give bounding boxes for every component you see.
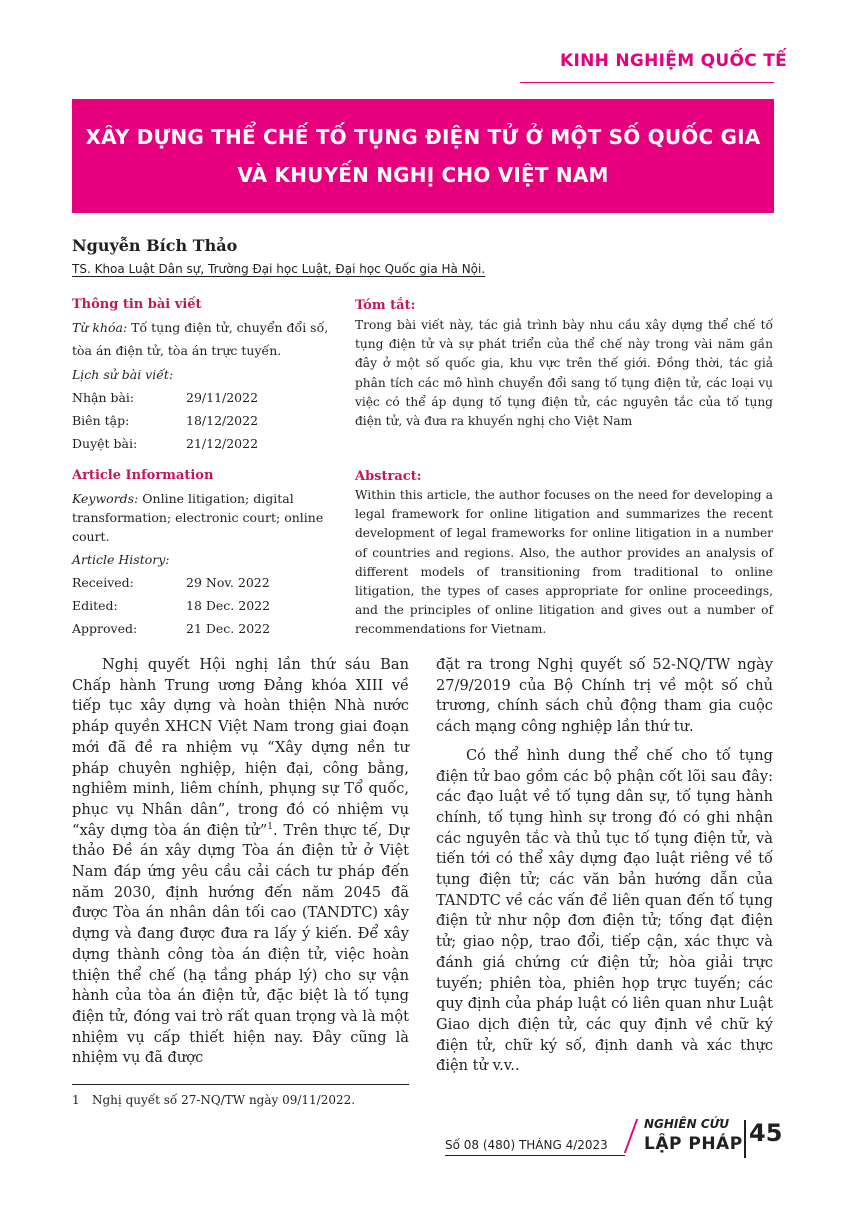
approved-date-en: 21 Dec. 2022 <box>186 621 271 636</box>
footnote-number: 1 <box>72 1093 80 1107</box>
logo-text-top: NGHIÊN CỨU <box>644 1117 730 1131</box>
edited-label-en: Edited: <box>72 598 118 613</box>
footnote-ref[interactable]: 1 <box>267 821 274 832</box>
logo-text-bottom: LẬP PHÁP <box>644 1134 743 1154</box>
keywords-en-text-1: Online litigation; digital <box>138 491 294 506</box>
approved-label-en: Approved: <box>72 621 138 636</box>
history-label-vi: Lịch sử bài viết: <box>72 367 174 382</box>
keywords-en-line-1 <box>72 491 294 506</box>
section-label: KINH NGHIỆM QUỐC TẾ <box>560 51 788 71</box>
keywords-label-en: Keywords: <box>72 491 139 506</box>
journal-logo <box>630 1117 743 1161</box>
author-name: Nguyễn Bích Thảo <box>72 236 238 255</box>
abstract-heading-vi: Tóm tắt: <box>355 298 416 313</box>
keywords-vi-line-1 <box>72 320 328 335</box>
received-label-en: Received: <box>72 575 134 590</box>
article-info-heading-en: Article Information <box>72 468 214 483</box>
approved-label-vi: Duyệt bài: <box>72 436 138 451</box>
abstract-heading-en: Abstract: <box>355 469 422 484</box>
footnote-text: Nghị quyết số 27-NQ/TW ngày 09/11/2022. <box>92 1093 356 1107</box>
edited-date-en: 18 Dec. 2022 <box>186 598 271 613</box>
body-column-left <box>72 655 409 1069</box>
article-title-line-2: VÀ KHUYẾN NGHỊ CHO VIỆT NAM <box>237 163 609 187</box>
article-title-line-1: XÂY DỰNG THỂ CHẾ TỐ TỤNG ĐIỆN TỬ Ở MỘT SỐ QUỐC GIA <box>85 125 761 149</box>
article-info-heading-vi: Thông tin bài viết <box>72 297 202 312</box>
approved-date-vi: 21/12/2022 <box>186 436 259 451</box>
abstract-text-en: Within this article, the author focuses on the need for developing a legal framework for online litigation and summarizes the recent development of legal frameworks for online litigation in a number of countries and regions. Also, the author provides an analysis of different models of transitioning from traditional to online litigation, the types of cases appropriate for online proceedings, and the principles of online litigation and gives out a number of recommendations for Vietnam. <box>355 488 773 637</box>
keywords-label-vi: Từ khóa: <box>72 320 128 335</box>
body-paragraph: đặt ra trong Nghị quyết số 52-NQ/TW ngày 27/9/2019 của Bộ Chính trị về một số chủ trương, chính sách chủ động tham gia cuộc cách mạng công nghiệp lần thứ tư. <box>436 656 773 736</box>
footnote-divider <box>72 1084 409 1085</box>
footnote <box>72 1093 355 1107</box>
received-label-vi: Nhận bài: <box>72 390 135 405</box>
body-column-right <box>436 655 773 1077</box>
edited-date-vi: 18/12/2022 <box>186 413 259 428</box>
abstract-text-vi: Trong bài viết này, tác giả trình bày nhu cầu xây dựng thể chế tố tụng điện tử và sự phát triển của thể chế này trong vài năm gần đây ở một số quốc gia, khu vực trên thế giới. Đồng thời, tác giả phân tích các mô hình chuyển đổi sang tố tụng điện tử, các loại vụ việc có thể áp dụng tố tụng điện tử, các nguyên tắc của tố tụng điện tử, và đưa ra khuyến nghị cho Việt Nam <box>355 318 773 429</box>
keywords-en-line-2: transformation; electronic court; online <box>72 510 324 525</box>
edited-label-vi: Biên tập: <box>72 413 130 428</box>
page-number-divider <box>744 1120 746 1158</box>
footer-divider <box>445 1155 625 1156</box>
article-title-banner <box>72 99 774 213</box>
author-affiliation: TS. Khoa Luật Dân sự, Trường Đại học Luật, Đại học Quốc gia Hà Nội. <box>72 262 486 276</box>
keywords-vi-text-1: Tố tụng điện tử, chuyển đổi số, <box>127 320 329 335</box>
keywords-en-line-3: court. <box>72 529 110 544</box>
history-label-en: Article History: <box>72 552 170 567</box>
body-paragraph: Nghị quyết Hội nghị lần thứ sáu Ban Chấp hành Trung ương Đảng khóa XIII về tiếp tục xây dựng và hoàn thiện Nhà nước pháp quyền XHCN Việt Nam trong giai đoạn mới đã đề ra nhiệm vụ “Xây dựng nền tư pháp chuyên nghiệp, hiện đại, công bằng, nghiêm minh, liêm chính, phụng sự Tổ quốc, phục vụ Nhân dân”, trong đó có nhiệm vụ “xây dựng tòa án điện tử”$^1$. Trên thực tế, Dự thảo Đề án xây dựng Tòa án điện tử ở Việt Nam đáp ứng yêu cầu cải cách tư pháp đến năm 2030, định hướng đến năm 2045 đã được Tòa án nhân dân tối cao (TANDTC) xây dựng và đang được đưa ra lấy ý kiến. Để xây dựng thành công tòa án điện tử, việc hoàn thiện thể chế (hạ tầng pháp lý) cho sự vận hành của tòa án điện tử, đặc biệt là tố tụng điện tử, đóng vai trò rất quan trọng và là một nhiệm vụ cấp thiết hiện nay. Đây cũng là nhiệm vụ đã được <box>72 656 409 1067</box>
issue-label: Số 08 (480) THÁNG 4/2023 <box>445 1138 608 1152</box>
section-divider <box>520 82 774 83</box>
received-date-vi: 29/11/2022 <box>186 390 259 405</box>
page-number: 45 <box>749 1119 783 1147</box>
keywords-vi-line-2: tòa án điện tử, tòa án trực tuyến. <box>72 343 282 358</box>
received-date-en: 29 Nov. 2022 <box>186 575 270 590</box>
body-paragraph: Có thể hình dung thể chế cho tố tụng điện tử bao gồm các bộ phận cốt lõi sau đây: các đạo luật về tố tụng dân sự, tố tụng hành chính, tố tụng hình sự trong đó có ghi nhận các nguyên tắc và thủ tục tố tụng điện tử, và tiến tới có thể xây dựng đạo luật riêng về tố tụng điện tử; các văn bản hướng dẫn của TANDTC về các vấn đề liên quan đến tố tụng điện tử như nộp đơn điện tử; tống đạt điện tử; giao nộp, trao đổi, tiếp cận, xác thực và đánh giá chứng cứ điện tử; hòa giải trực tuyến; phiên tòa, phiên họp trực tuyến; các quy định của pháp luật có liên quan như Luật Giao dịch điện tử, các quy định về chữ ký điện tử, chữ ký số, định danh và xác thực điện tử v.v.. <box>436 746 773 1075</box>
